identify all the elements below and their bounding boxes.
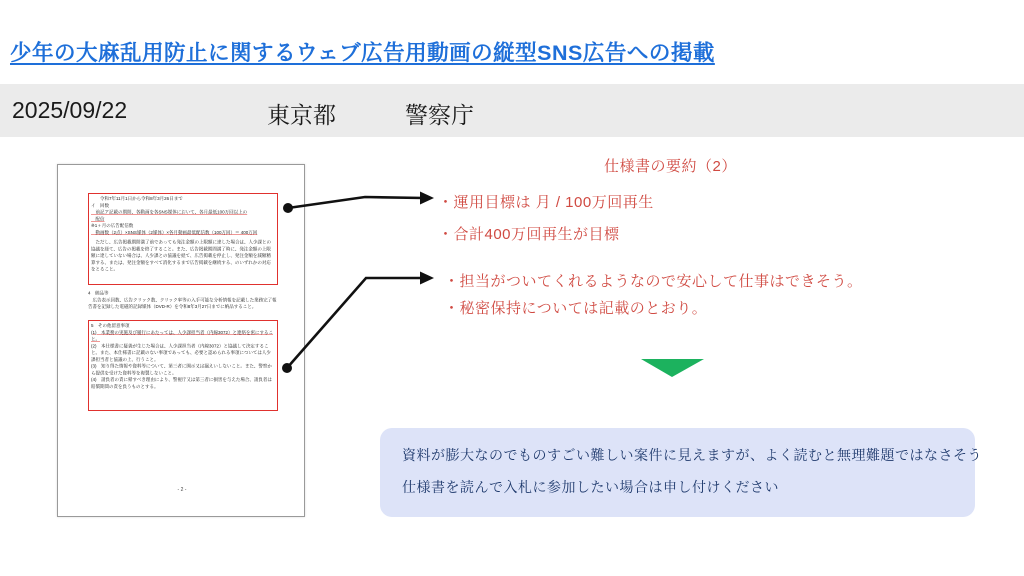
page-title-link[interactable]: 少年の大麻乱用防止に関するウェブ広告用動画の縦型SNS広告への掲載	[10, 41, 715, 65]
annotation-note: ・秘密保持については記載のとおり。	[444, 300, 708, 317]
doc-section-heading: 4 納品等	[88, 290, 109, 296]
arrowhead-icon	[420, 192, 434, 205]
doc-line-underlined: 前記ア記載の期間、各動画を各SNS媒体において、各月最低100万回以上の	[91, 209, 248, 215]
doc-paragraph: ただし、広告掲載期間満了前であっても発注金額の上限額に達した場合は、人少課との協議を経て、広告の掲載を終了すること。また、広告掲載期間満了時に、発注金額の上限額に達していない場合は、人少課との協議を経て、広告掲載を停止し、発注金額を減額精算する、または、発注金額をすべて消化するまで広告掲載を継続する、のいずれかの対応をとること。	[91, 239, 271, 272]
publish-date: 2025/09/22	[12, 97, 128, 123]
doc-section-heading: 5 その他留意事項	[91, 323, 130, 328]
arrowhead-icon	[420, 272, 434, 285]
doc-line: (3) 知り得た情報や資料等について、第三者に開示又は漏えいしないこと。また、警察から提供を受けた資料等を複製しないこと。	[91, 363, 272, 376]
spec-document-thumbnail	[57, 164, 305, 517]
annotation-heading: 仕様書の要約（2）	[604, 158, 737, 175]
doc-line: (2) 本仕様書に疑義が生じた場合は、人少課担当者（内線3072）と協議して決定すること。また、本仕様書に記載のない事項であっても、必要と認められる事項については人少課担当者と協議の上、行うこと。	[91, 343, 271, 362]
annotation-note: ・担当がついてくれるようなので安心して仕事はできそう。	[444, 273, 863, 290]
connector-arrow-1	[283, 192, 434, 214]
agency-label: 警察庁	[405, 102, 474, 128]
doc-line: (4) 請負者の責に帰すべき理由により、警視庁又は第三者に損害を与えた場合、請負者は賠償期間の責を負うものとする。	[91, 377, 272, 389]
callout-line: 仕様書を読んで入札に参加したい場合は申し付けください	[402, 479, 779, 495]
green-down-arrow-icon	[641, 359, 704, 377]
annotation-note: ・合計400万回再生が目標	[438, 226, 620, 243]
doc-highlight-box-delivery-counts	[88, 193, 278, 285]
doc-line-underlined: (1) 本業務の実施及び履行にあたっては、人少課担当者（内線3072）と連絡を密にすること。	[91, 329, 274, 342]
doc-highlight-box-notes	[88, 320, 278, 411]
prefecture-label: 東京都	[267, 102, 336, 128]
doc-line: イ 回数	[91, 202, 110, 208]
annotation-note: ・運用目標は 月 / 100万回再生	[438, 194, 654, 211]
doc-line: ※1ヶ月の広告配信数	[91, 223, 134, 228]
doc-paragraph: 広告表示回数、広告クリック数、クリック率等の入手可能な分析情報を記載した業務完了報告書を記録した電磁的記録媒体（DVD-R）を令和8年3月27日までに納品すること。	[88, 297, 277, 309]
doc-page-number: - 2 -	[177, 487, 187, 493]
doc-line-underlined: 配信	[91, 216, 105, 222]
doc-line-underlined: 動画数（2点）×SNS媒体（2媒体）×各月動画最低配信数（100万回）＝ 400万回	[91, 229, 258, 235]
summary-callout-box	[380, 428, 982, 517]
doc-section-delivery	[88, 290, 278, 320]
meta-bar	[0, 84, 1024, 137]
doc-line: 令和7年11月1日から令和8年3月26日まで	[91, 196, 183, 201]
callout-line: 資料が膨大なのでものすごい難しい案件に見えますが、よく読むと無理難題ではなさそう	[402, 447, 982, 463]
